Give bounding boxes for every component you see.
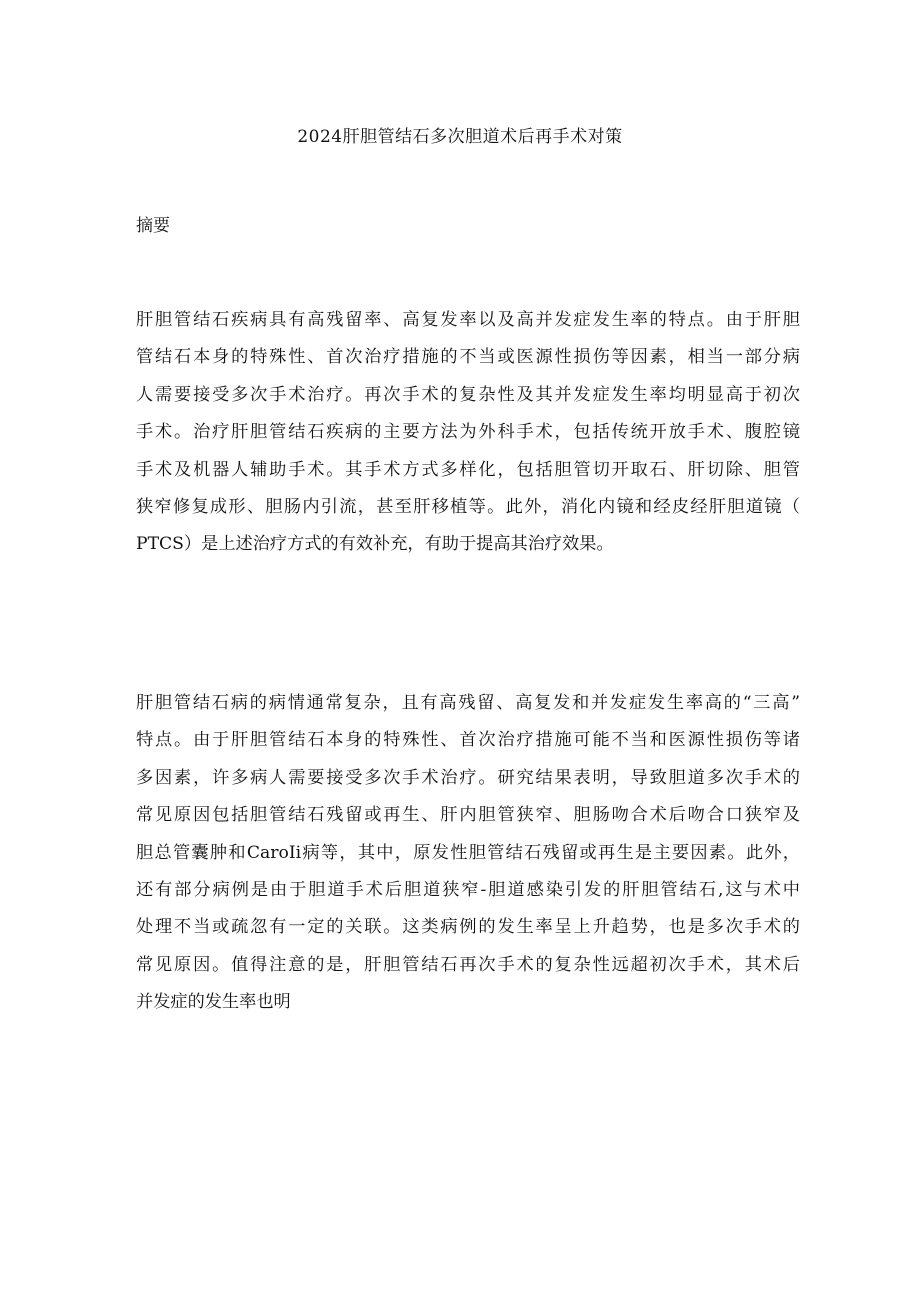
paragraph-line: 肝胆管结石疾病具有高残留率、高复发率以及高并发症发生率的特点。由于肝胆 [136, 310, 800, 330]
paragraph-line: 处理不当或疏忽有一定的关联。这类病例的发生率呈上升趋势，也是多次手术的 [136, 917, 800, 938]
paragraph-line: 管结石本身的特殊性、首次治疗措施的不当或医源性损伤等因素，相当一部分病 [136, 347, 800, 368]
paragraph-line: 手术及机器人辅助手术。其手术方式多样化，包括胆管切开取石、肝切除、胆管 [136, 459, 800, 480]
paragraph-line: 常见原因包括胆管结石残留或再生、肝内胆管狭窄、胆肠吻合术后吻合口狭窄及 [136, 805, 800, 826]
abstract-heading: 摘要 [136, 216, 170, 236]
paragraph-line: 人需要接受多次手术治疗。再次手术的复杂性及其并发症发生率均明显高于初次 [136, 384, 800, 405]
paragraph-line: 常见原因。值得注意的是，肝胆管结石再次手术的复杂性远超初次手术，其术后 [136, 954, 800, 975]
paragraph-line: 并发症的发生率也明 [136, 992, 291, 1013]
paragraph-line: 还有部分病例是由于胆道手术后胆道狭窄-胆道感染引发的肝胆管结石,这与术中 [136, 879, 800, 900]
paragraph [136, 691, 800, 1028]
paragraph-line: 手术。治疗肝胆管结石疾病的主要方法为外科手术，包括传统开放手术、腹腔镜 [136, 422, 800, 443]
paragraph-line: 肝胆管结石病的病情通常复杂，且有高残留、高复发和并发症发生率高的“三高” [136, 693, 800, 713]
document-title: 2024肝胆管结石多次胆道术后再手术对策 [297, 127, 623, 147]
paragraph-line: 狭窄修复成形、胆肠内引流，甚至肝移植等。此外，消化内镜和经皮经肝胆道镜（ [136, 496, 800, 517]
paragraph-line: 多因素，许多病人需要接受多次手术治疗。研究结果表明，导致胆道多次手术的 [136, 767, 800, 788]
paragraph [136, 308, 800, 570]
paragraph-line: PTCS）是上述治疗方式的有效补充，有助于提高其治疗效果。 [136, 534, 614, 555]
paragraph-line: 特点。由于肝胆管结石本身的特殊性、首次治疗措施可能不当和医源性损伤等诸 [136, 730, 800, 751]
paragraph-line: 胆总管囊肿和CaroIi病等，其中，原发性胆管结石残留或再生是主要因素。此外， [136, 842, 800, 863]
